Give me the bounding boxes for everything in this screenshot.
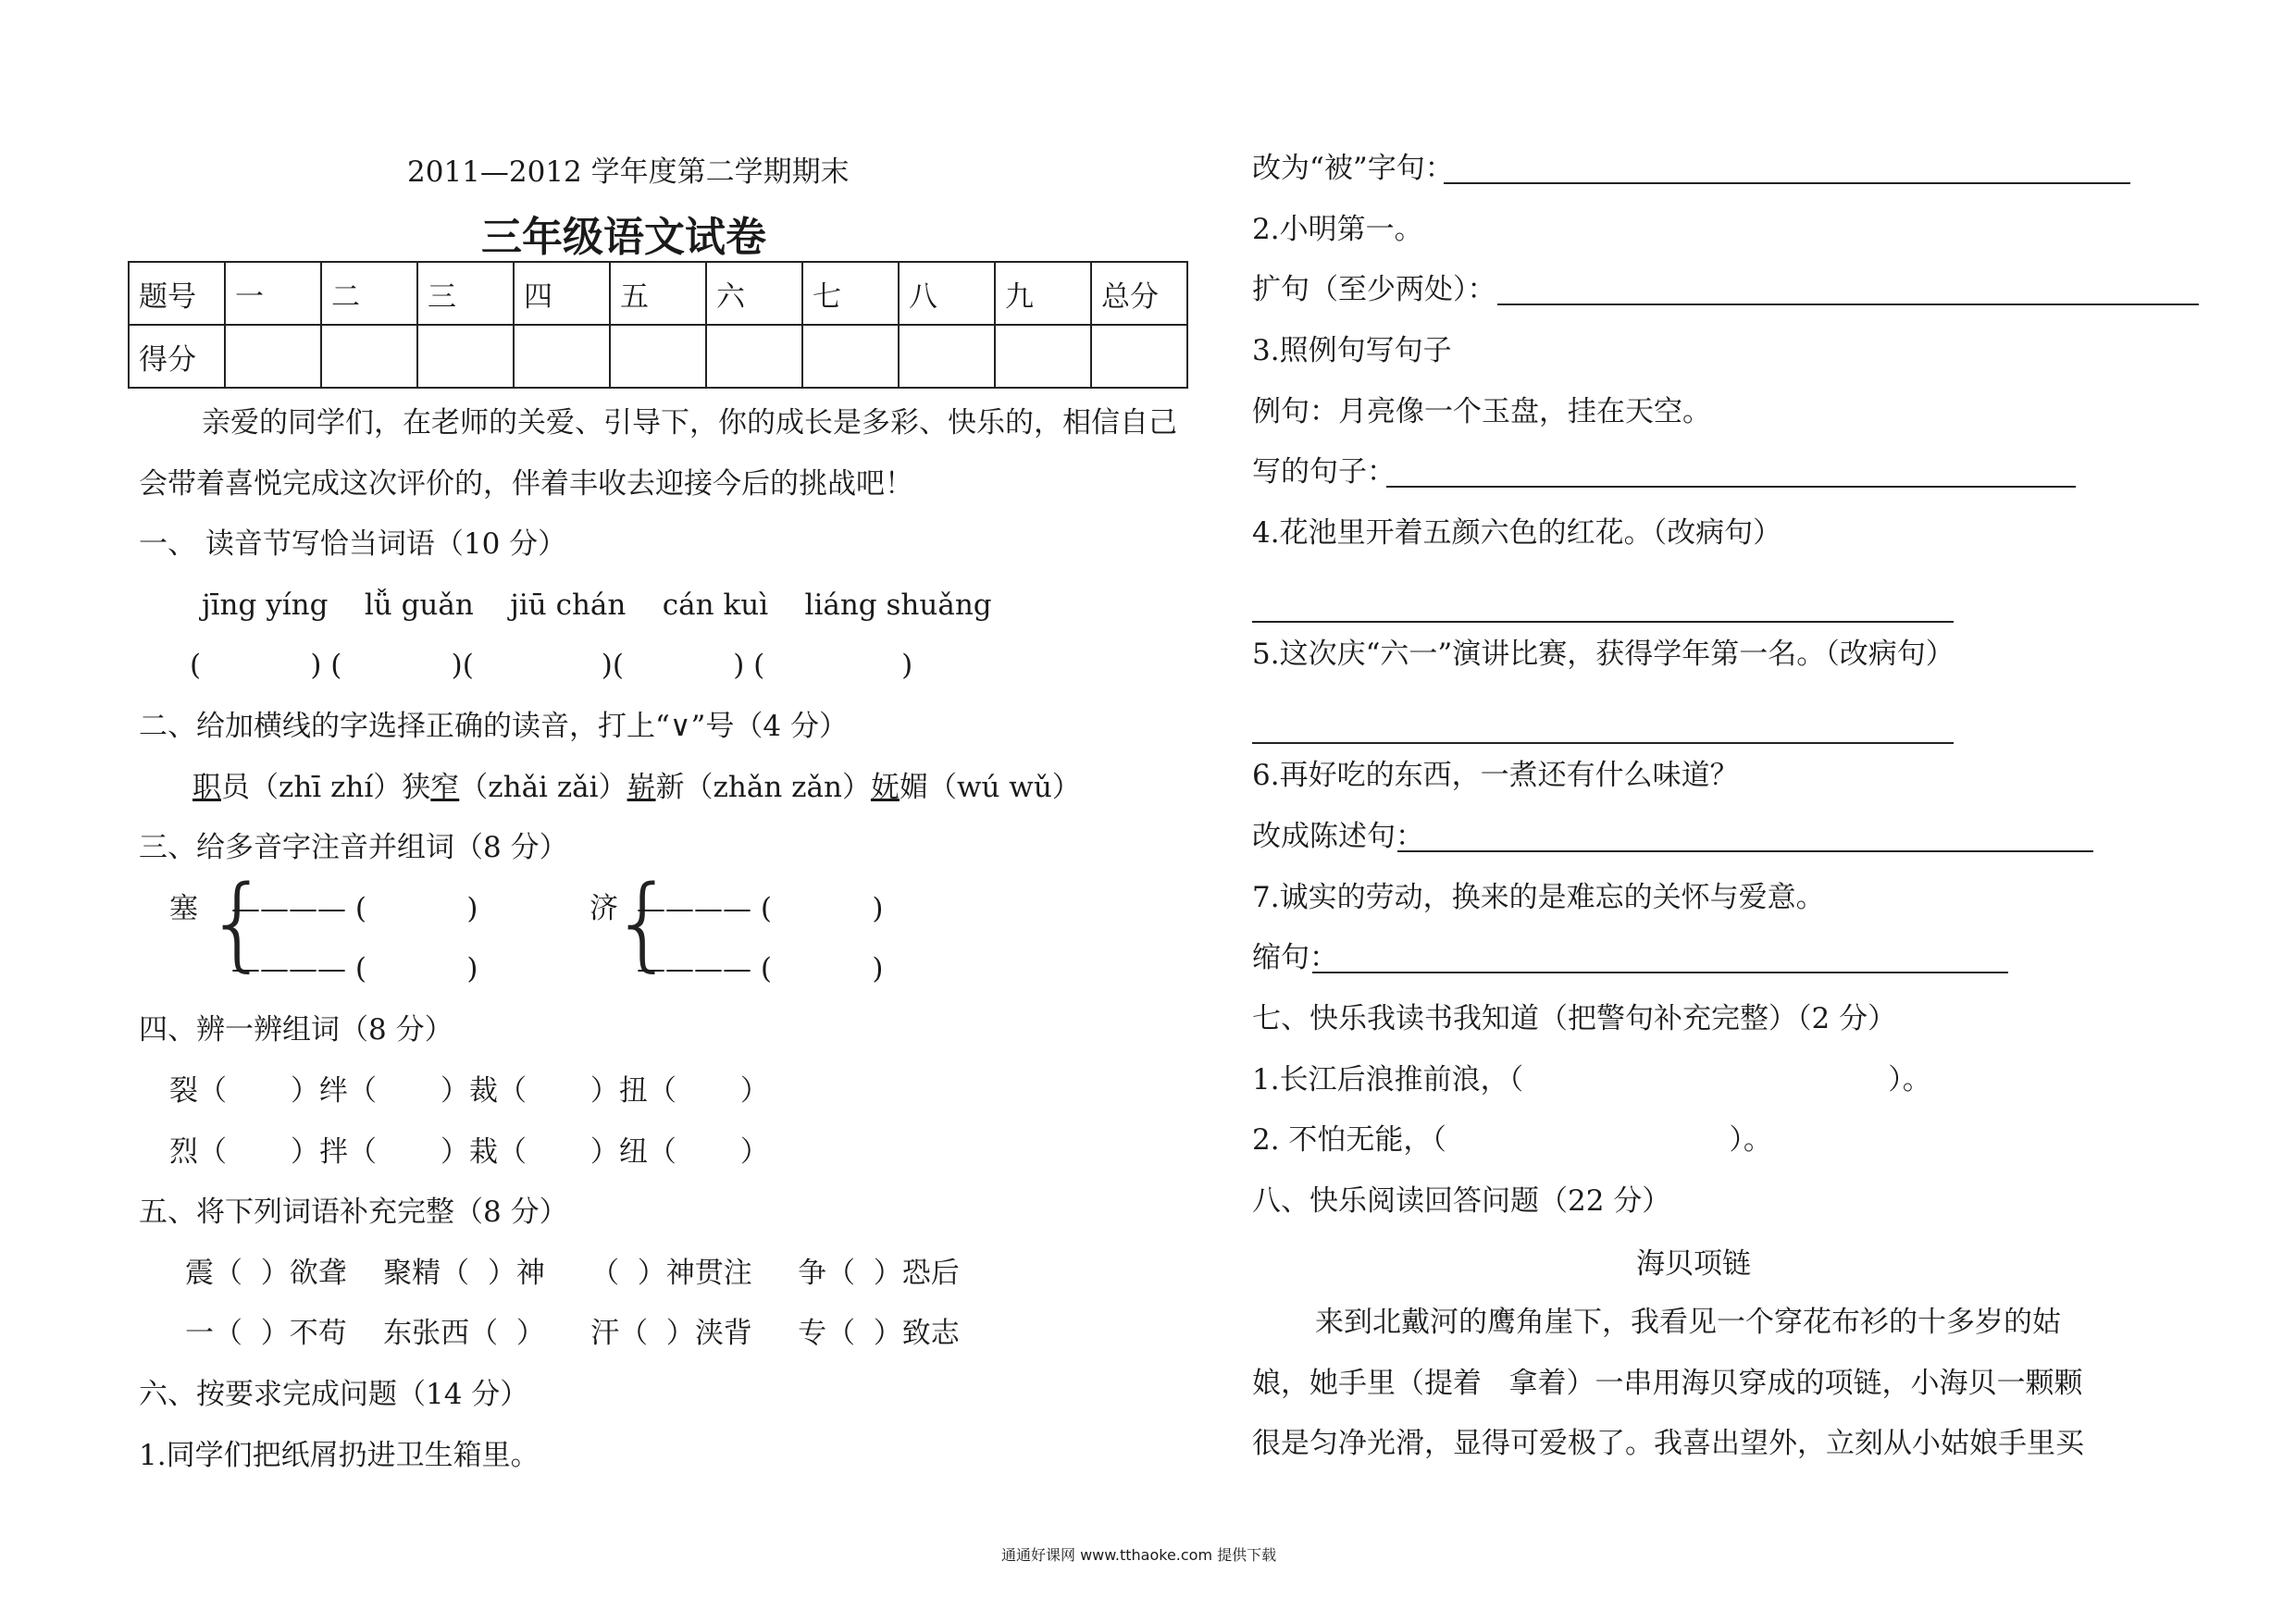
q7-heading: 七、快乐我读书我知道（把警句补充完整）（2 分） xyxy=(1252,1002,1897,1035)
score-cell: 七 xyxy=(802,262,899,325)
q3-heading: 三、给多音字注音并组词（8 分） xyxy=(139,831,568,864)
story-paragraph-line: 来到北戴河的鹰角崖下，我看见一个穿花布衫的十多岁的姑 xyxy=(1315,1306,2061,1339)
q6-sentence-2: 2.小明第一。 xyxy=(1252,213,1423,246)
score-cell: 六 xyxy=(706,262,802,325)
score-cell: 一 xyxy=(225,262,321,325)
q4-row[interactable]: 裂（ ）绊（ ）裁（ ）扭（ ） xyxy=(169,1074,769,1108)
story-paragraph-line: 很是匀净光滑，显得可爱极了。我喜出望外，立刻从小姑娘手里买 xyxy=(1252,1427,2084,1460)
q1-heading: 一、 读音节写恰当词语（10 分） xyxy=(139,527,567,561)
q3-line[interactable]: ———— ( ) xyxy=(637,952,884,985)
score-input-cell[interactable] xyxy=(225,325,321,388)
q5-heading: 五、将下列词语补充完整（8 分） xyxy=(139,1196,568,1229)
score-cell: 五 xyxy=(610,262,706,325)
q2-underlined-char: 窄 xyxy=(430,771,460,804)
page-footer: 通通好课网 www.tthaoke.com 提供下载 xyxy=(1001,1546,1277,1564)
answer-line[interactable] xyxy=(1312,972,2008,973)
score-cell: 八 xyxy=(899,262,995,325)
score-input-cell[interactable] xyxy=(514,325,610,388)
q6-example: 例句：月亮像一个玉盘，挂在天空。 xyxy=(1252,395,1711,428)
score-table xyxy=(128,261,1188,389)
q6-sentence-4: 4.花池里开着五颜六色的红花。（改病句） xyxy=(1252,516,1782,550)
answer-line[interactable] xyxy=(1444,182,2130,184)
q6-task-7: 缩句： xyxy=(1252,941,1338,974)
answer-line[interactable] xyxy=(1397,850,2093,852)
q2-underlined-char: 崭 xyxy=(627,771,656,804)
score-input-cell[interactable] xyxy=(610,325,706,388)
q3-line[interactable]: ———— ( ) xyxy=(231,952,478,985)
q6-sentence-1: 1.同学们把纸屑扔进卫生箱里。 xyxy=(139,1439,540,1472)
q6-sentence-7: 7.诚实的劳动，换来的是难忘的关怀与爱意。 xyxy=(1252,881,1825,914)
q6-task-6: 改成陈述句： xyxy=(1252,820,1424,853)
intro-line-1: 亲爱的同学们，在老师的关爱、引导下，你的成长是多彩、快乐的，相信自己 xyxy=(202,406,1177,440)
q6-sentence-6: 6.再好吃的东西，一煮还有什么味道？ xyxy=(1252,759,1739,792)
q3-char-2: 济 xyxy=(590,892,618,925)
q1-pinyin: jīng yíng lǚ guǎn jiū chán cán kuì liáng shuǎng xyxy=(202,588,992,622)
answer-line[interactable] xyxy=(1252,742,1954,744)
q6-sentence-5: 5.这次庆“六一”演讲比赛，获得学年第一名。（改病句） xyxy=(1252,638,1955,671)
q6-task-3: 写的句子： xyxy=(1252,455,1396,489)
q1-answer-blanks[interactable]: ( ) ( )( )( ) ( ) xyxy=(190,649,913,682)
q2-underlined-char: 职 xyxy=(192,771,221,804)
exam-subtitle: 2011—2012 学年度第二学期期末 xyxy=(407,155,850,189)
score-input-cell[interactable] xyxy=(1091,325,1187,388)
score-input-cell[interactable] xyxy=(899,325,995,388)
score-input-cell[interactable] xyxy=(417,325,514,388)
q6-sentence-3: 3.照例句写句子 xyxy=(1252,334,1452,367)
q4-row[interactable]: 烈（ ）拌（ ）栽（ ）纽（ ） xyxy=(169,1135,769,1169)
q2-item-text: 新（zhǎn zǎn） xyxy=(655,771,871,804)
score-input-cell[interactable] xyxy=(321,325,417,388)
score-cell: 四 xyxy=(514,262,610,325)
intro-line-2: 会带着喜悦完成这次评价的，伴着丰收去迎接今后的挑战吧！ xyxy=(139,467,913,501)
q2-item-text: 员（zhī zhí）狭 xyxy=(221,771,431,804)
exam-title: 三年级语文试卷 xyxy=(481,214,766,261)
answer-line[interactable] xyxy=(1252,621,1954,623)
q6-heading: 六、按要求完成问题（14 分） xyxy=(139,1378,529,1411)
q2-item-text: （zhǎi zǎi） xyxy=(459,771,627,804)
story-paragraph-line: 娘，她手里（提着 拿着）一串用海贝穿成的项链，小海贝一颗颗 xyxy=(1252,1367,2083,1400)
q6-task-2: 扩句（至少两处）： xyxy=(1252,273,1496,306)
q7-item-1[interactable]: 1.长江后浪推前浪，（ ）。 xyxy=(1252,1063,1931,1096)
q7-item-2[interactable]: 2. 不怕无能，（ ）。 xyxy=(1252,1123,1772,1157)
q5-row[interactable]: 一（ ）不苟 东张西（ ） 汗（ ）浃背 专（ ）致志 xyxy=(185,1317,960,1350)
q5-row[interactable]: 震（ ）欲聋 聚精（ ）神 （ ）神贯注 争（ ）恐后 xyxy=(185,1257,960,1290)
q3-line[interactable]: ———— ( ) xyxy=(637,892,884,925)
score-table-score-row xyxy=(129,325,1187,388)
answer-line[interactable] xyxy=(1386,486,2076,488)
answer-line[interactable] xyxy=(1497,304,2199,305)
score-input-cell[interactable] xyxy=(802,325,899,388)
brace-icon: { xyxy=(205,863,270,982)
q2-items xyxy=(192,769,1081,806)
q3-char-1: 塞 xyxy=(169,892,198,925)
q2-underlined-char: 妩 xyxy=(870,771,900,804)
score-cell: 总分 xyxy=(1091,262,1187,325)
q2-item-text: 媚（wú wǔ） xyxy=(899,771,1081,804)
q4-heading: 四、辨一辨组词（8 分） xyxy=(139,1013,453,1047)
score-row-label: 得分 xyxy=(129,325,225,388)
score-table-header-row xyxy=(129,262,1187,325)
score-cell: 题号 xyxy=(129,262,225,325)
score-cell: 九 xyxy=(995,262,1091,325)
score-input-cell[interactable] xyxy=(995,325,1091,388)
score-input-cell[interactable] xyxy=(706,325,802,388)
score-cell: 三 xyxy=(417,262,514,325)
score-cell: 二 xyxy=(321,262,417,325)
q3-line[interactable]: ———— ( ) xyxy=(231,892,478,925)
brace-icon: { xyxy=(611,863,676,982)
q2-heading: 二、给加横线的字选择正确的读音，打上“∨”号（4 分） xyxy=(139,710,848,743)
story-title: 海贝项链 xyxy=(1636,1247,1751,1281)
q6-task-1: 改为“被”字句： xyxy=(1252,152,1454,185)
q8-heading: 八、快乐阅读回答问题（22 分） xyxy=(1252,1184,1671,1218)
